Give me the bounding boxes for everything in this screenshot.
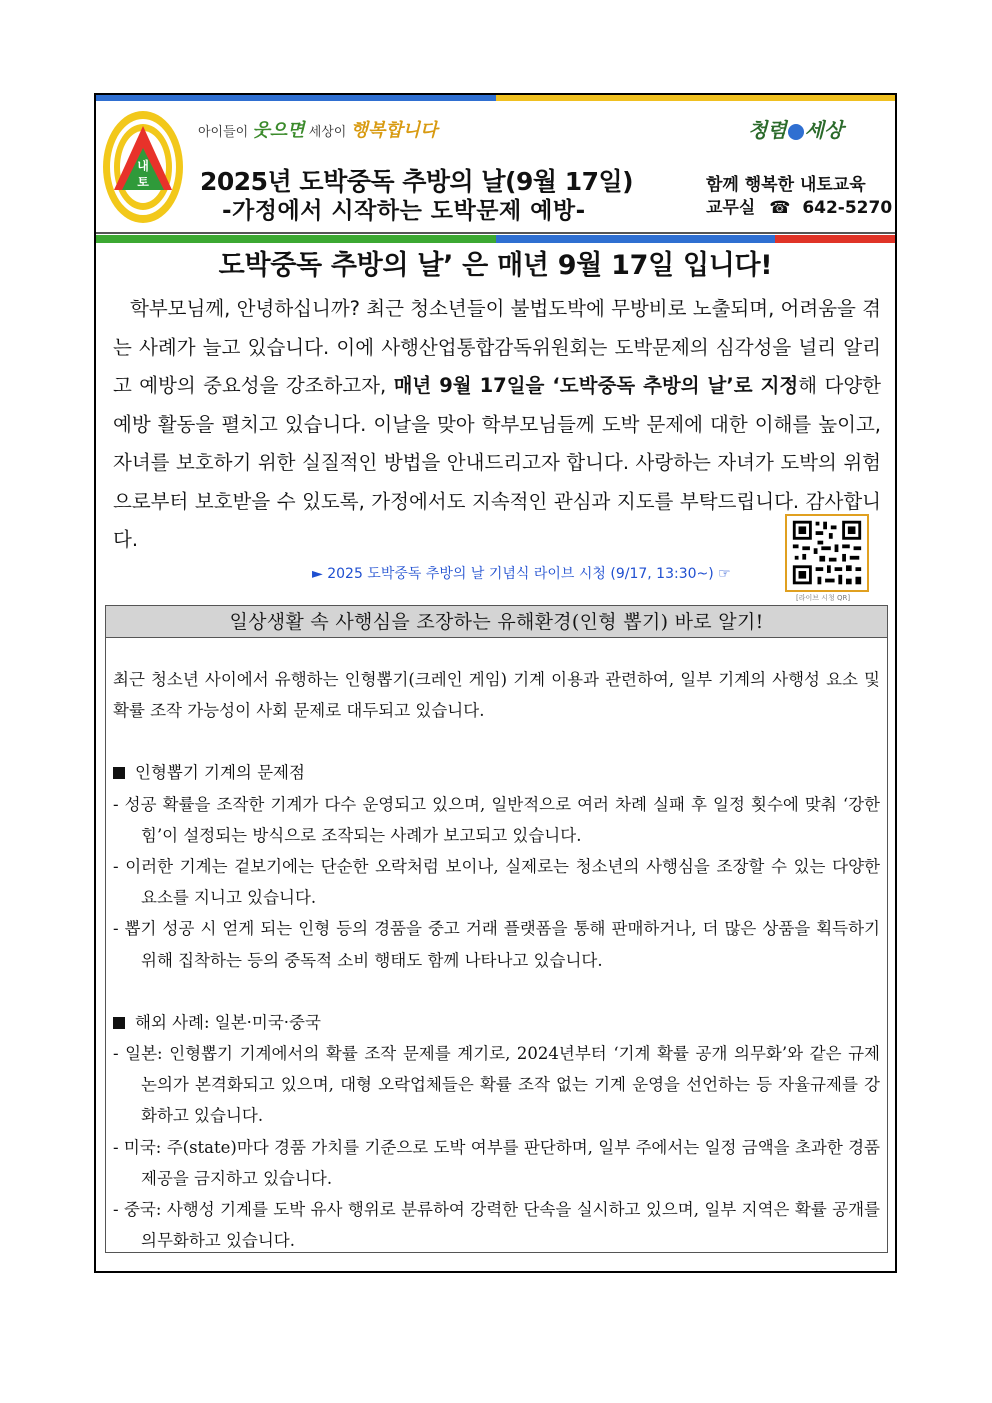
section1-heading — [113, 757, 880, 788]
newsletter-subtitle: -가정에서 시작하는 도박문제 예방- — [222, 198, 586, 224]
globe-icon — [788, 124, 804, 140]
intro-bold: 매년 9월 17일을 ‘도박중독 추방의 날’로 지정 — [393, 374, 799, 397]
list-item: - 뽑기 성공 시 얻게 되는 인형 등의 경품을 중고 거래 플랫폼을 통해 판매하거나, 더 많은 상품을 획득하기 위해 집착하는 등의 중독적 소비 행태도 함께 나타나고 있습니다. — [113, 919, 880, 970]
slogan-script2: 행복합니다 — [350, 120, 438, 141]
qr-caption: [라이브 시청 QR] — [796, 594, 851, 602]
qr-code-icon[interactable] — [785, 514, 869, 592]
newsletter-title: 2025년 도박중독 추방의 날(9월 17일) — [200, 167, 634, 196]
integrity-brand-logo — [748, 114, 843, 143]
emblem-char-2: 토 — [137, 175, 149, 189]
header-divider — [96, 232, 895, 234]
info-lead: 최근 청소년 사이에서 유행하는 인형뽑기(크레인 게임) 기계 이용과 관련하여, 일부 기계의 사행성 요소 및 확률 조작 가능성이 사회 문제로 대두되고 있습니다. — [113, 670, 880, 721]
section2-title: 해외 사례: 일본·미국·중국 — [135, 1012, 321, 1032]
list-item: - 성공 확률을 조작한 기계가 다수 운영되고 있으며, 일반적으로 여러 차례 실패 후 일정 횟수에 맞춰 ‘강한 힘’이 설정되는 방식으로 조작되는 사례가 보고되고 있습니다. — [113, 794, 880, 845]
school-emblem-icon — [100, 108, 186, 226]
school-name: 함께 행복한 내토교육 — [706, 175, 866, 195]
list-item: - 중국: 사행성 기계를 도박 유사 행위로 분류하여 강력한 단속을 실시하고 있으며, 일부 지역은 확률 공개를 의무화하고 있습니다. — [113, 1200, 880, 1251]
list-item: - 미국: 주(state)마다 경품 가치를 기준으로 도박 여부를 판단하며, 일부 주에서는 일정 금액을 초과한 경품 제공을 금지하고 있습니다. — [113, 1137, 880, 1188]
slogan-script1: 웃으면 — [252, 120, 305, 141]
slogan-part2: 세상이 — [308, 125, 347, 140]
intro-part2: 해 다양한 예방 활동을 펼치고 있습니다. 이날을 맞아 학부모님들께 도박 문제에 대한 이해를 높이고, 자녀를 보호하기 위한 실질적인 방법을 안내드리고자 합니다. 사랑하는 자녀가 도박의 위험으로부터 보호받을 수 있도록, 가정에서도 지속적인 관심과 지도를 부탁드립니다. 감사합니다. — [113, 374, 882, 551]
emblem-char-1: 내 — [137, 159, 149, 173]
square-bullet-icon — [113, 1017, 125, 1029]
slogan-part1: 아이들이 — [198, 125, 249, 140]
header-bottom-color-bar — [96, 235, 895, 243]
office-label: 교무실 — [706, 198, 756, 218]
section2-heading — [113, 1007, 880, 1038]
phone-icon: ☎ — [769, 198, 791, 218]
list-item: - 일본: 인형뽑기 기계에서의 확률 조작 문제를 계기로, 2024년부터 ‘기계 확률 공개 의무화’와 같은 규제 논의가 본격화되고 있으며, 대형 오락업체들은 확률 조작 없는 기계 운영을 선언하는 등 자율규제를 강화하고 있습니다. — [113, 1044, 880, 1126]
office-contact — [706, 193, 892, 218]
list-item: - 이러한 기계는 겉보기에는 단순한 오락처럼 보이나, 실제로는 청소년의 사행심을 조장할 수 있는 다양한 요소를 지니고 있습니다. — [113, 857, 880, 908]
info-box-body — [113, 664, 880, 1256]
square-bullet-icon — [113, 767, 125, 779]
info-box-title: 일상생활 속 사행심을 조장하는 유해환경(인형 뽑기) 바로 알기! — [106, 606, 887, 638]
school-slogan — [198, 116, 437, 142]
brand-right: 세상 — [804, 118, 844, 142]
brand-left: 청렴 — [748, 118, 787, 142]
headline: 도박중독 추방의 날’ 은 매년 9월 17일 입니다! — [218, 250, 773, 281]
office-phone: 642-5270 — [802, 198, 893, 218]
section1-title: 인형뽑기 기계의 문제점 — [135, 763, 305, 783]
header-top-color-bar — [96, 95, 895, 101]
intro-paragraph — [113, 290, 881, 560]
live-stream-link[interactable]: ► 2025 도박중독 추방의 날 기념식 라이브 시청 (9/17, 13:30~) ☞ — [312, 566, 731, 582]
intro-part1: 학부모님께, 안녕하십니까? 최근 청소년들이 불법도박에 무방비로 노출되며, 어려움을 겪는 사례가 늘고 있습니다. 이에 사행산업통합감독위원회는 도박문제의 심각성을 널리 알리고 예방의 중요성을 강조하고자, — [113, 297, 881, 397]
